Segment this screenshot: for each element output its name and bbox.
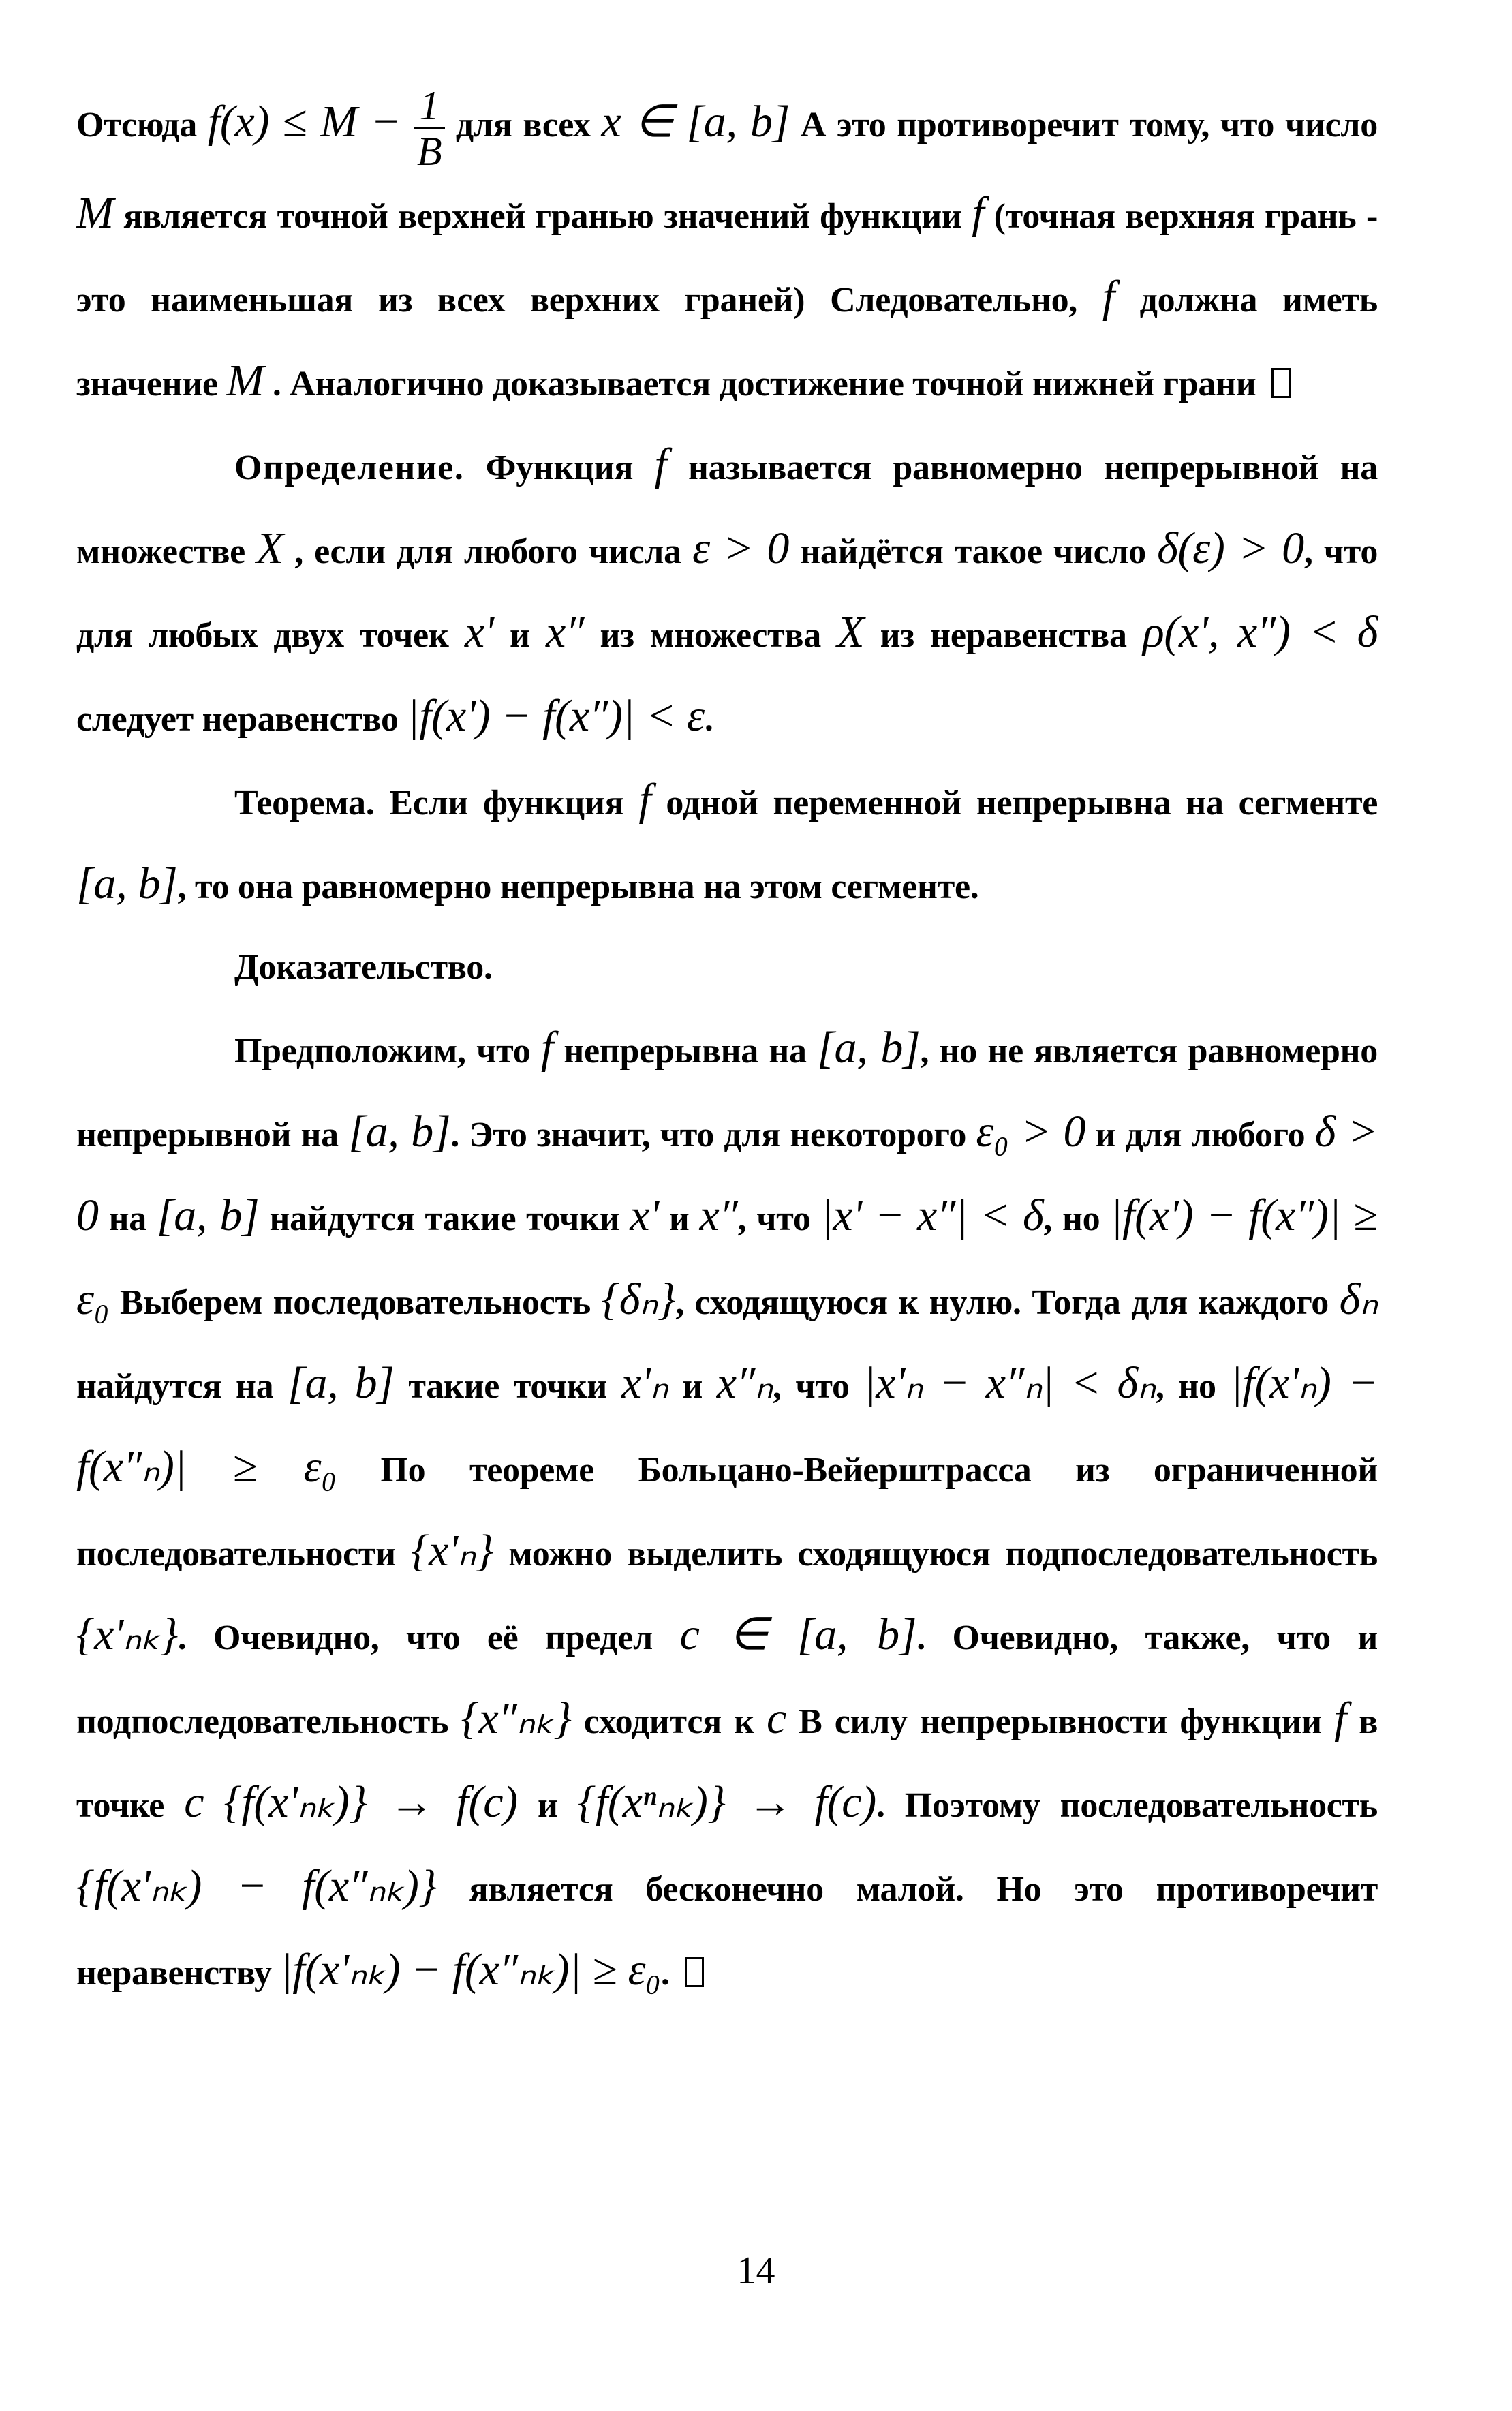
formula-abs-diff: |f(x') − f(x″)| < ε — [407, 690, 705, 741]
paragraph-proof — [76, 1008, 1378, 2014]
text: Предположим, что — [234, 1031, 541, 1071]
formula-c-in-ab: c ∈ [a, b] — [679, 1609, 917, 1659]
qed-box-icon — [685, 1957, 704, 1987]
text: Отсюда — [76, 106, 208, 144]
symbol-x-prime: x' — [630, 1190, 660, 1240]
formula-subseq-x-prime: {x'ₙₖ} — [76, 1609, 178, 1659]
formula-delta-eps: δ(ε) > 0 — [1157, 523, 1304, 573]
text: . Это значит, что для некоторого — [450, 1115, 976, 1154]
text: на — [98, 1199, 157, 1238]
text: найдутся такие точки — [259, 1199, 630, 1238]
symbol-m: M — [226, 355, 264, 405]
formula-delta-gt-0: δ > 0 — [76, 1106, 1378, 1240]
formula-segment: [a, b] — [76, 858, 178, 908]
theorem-text: Теорема. Если функция — [234, 783, 639, 823]
text: и для любого — [1085, 1115, 1315, 1154]
text: является бесконечно малой. Но это противоречит неравенству — [76, 1869, 1378, 1993]
formula-limit-prime: {f(x'ₙₖ)} → f(c) — [223, 1777, 518, 1827]
formula-final-ineq: |f(x'ₙₖ) − f(x″ₙₖ)| ≥ ε₀ — [280, 1944, 661, 1995]
page-number: 14 — [737, 2249, 775, 2292]
fraction-one-over-b: $\frac{1}{B}$ — [414, 84, 445, 173]
formula-abs-x: |x' − x″| < δ — [820, 1190, 1044, 1240]
symbol-f: f — [1102, 271, 1115, 322]
text: , но — [1043, 1199, 1111, 1238]
formula-f-le: f(x) ≤ M − — [207, 97, 414, 147]
text: и — [659, 1199, 700, 1238]
page-body — [76, 82, 1378, 2014]
text: (точная верхняя грань - это наименьшая из всех верхних граней) Следовательно, — [76, 196, 1378, 320]
text: из множества — [584, 615, 837, 655]
symbol-x-set: X — [256, 523, 284, 573]
text: такие точки — [394, 1366, 621, 1406]
paragraph-proof-conclusion — [76, 82, 1378, 425]
formula-abs-fn: |f(x'ₙ) − f(x″ₙ)| ≥ ε₀ — [76, 1357, 1378, 1492]
text: называется равномерно непрерывной на множестве — [76, 448, 1378, 571]
symbol-f: f — [638, 774, 651, 825]
text: , то она равномерно непрерывна на этом сегменте. — [177, 867, 979, 906]
text: В силу непрерывности функции — [786, 1702, 1334, 1741]
text: , сходящуюся к нулю. Тогда для каждого — [675, 1283, 1340, 1322]
symbol-x-set: X — [837, 606, 865, 657]
text: и — [517, 1785, 578, 1825]
formula-x-in-ab: x ∈ [a, b] — [601, 97, 790, 147]
text: Функция — [464, 448, 655, 487]
formula-rho: ρ(x', x″) < δ — [1142, 606, 1378, 657]
qed-box-icon — [1271, 368, 1291, 398]
text: . Очевидно, что её предел — [177, 1618, 680, 1657]
symbol-xn-dprime: x″ₙ — [716, 1357, 773, 1408]
text: непрерывна на — [553, 1031, 818, 1071]
text — [204, 1786, 223, 1825]
formula-seq-delta: {δₙ} — [601, 1274, 676, 1324]
text: найдутся на — [76, 1366, 288, 1406]
text: , но — [1155, 1366, 1231, 1406]
text: , что — [772, 1366, 864, 1406]
text: является точной верхней гранью значений функции — [113, 196, 972, 236]
formula-subseq-x-dprime: {x″ₙₖ} — [461, 1693, 572, 1743]
text: в точке — [76, 1702, 1378, 1825]
proof-heading: Доказательство. — [234, 947, 493, 987]
text: А это противоречит тому, что число — [790, 106, 1378, 144]
text: сходится к — [571, 1702, 767, 1741]
text: для всех — [445, 106, 602, 144]
symbol-x-prime: x' — [464, 606, 494, 657]
formula-segment: [a, b] — [156, 1190, 260, 1240]
text: и — [668, 1366, 717, 1406]
text: . Очевидно, также, что и подпоследовательность — [76, 1618, 1378, 1741]
formula-abs-xn: |x'ₙ − x″ₙ| < δₙ — [863, 1357, 1156, 1408]
text: найдётся такое число — [789, 532, 1158, 571]
formula-delta-n: δₙ — [1339, 1274, 1378, 1324]
symbol-x-dprime: x″ — [545, 606, 585, 657]
formula-seq-xn: {x'ₙ} — [411, 1525, 494, 1576]
symbol-m: M — [76, 187, 114, 238]
text: , но не является равномерно непрерывной на — [76, 1031, 1378, 1154]
text: , что для любых двух точек — [76, 532, 1378, 655]
symbol-c: c — [184, 1777, 204, 1827]
text: следует неравенство — [76, 699, 407, 739]
symbol-c: c — [766, 1693, 786, 1743]
formula-segment: [a, b] — [348, 1106, 451, 1156]
text: Выберем последовательность — [109, 1283, 602, 1322]
text: должна иметь значение — [76, 280, 1378, 403]
paragraph-definition — [76, 425, 1378, 760]
symbol-f: f — [972, 187, 985, 238]
text: , что — [737, 1199, 821, 1238]
text: По теореме Больцано-Вейерштрасса из ограниченной последовательности — [76, 1450, 1378, 1573]
text: . Поэтому последовательность — [876, 1785, 1378, 1825]
text: из неравенства — [864, 615, 1143, 655]
formula-eps-gt-0: ε > 0 — [692, 523, 790, 573]
symbol-f: f — [1333, 1693, 1347, 1743]
paragraph-theorem — [76, 760, 1378, 927]
symbol-x-dprime: x″ — [699, 1190, 738, 1240]
formula-seq-diff: {f(x'ₙₖ) − f(x″ₙₖ)} — [76, 1860, 437, 1911]
text: и — [493, 615, 546, 655]
text: одной переменной непрерывна на сегменте — [651, 783, 1378, 823]
definition-heading: Определение. — [234, 448, 465, 487]
text: . — [660, 1953, 679, 1993]
text: . — [704, 699, 713, 739]
formula-segment: [a, b] — [817, 1022, 921, 1073]
text: , если для любого числа — [283, 532, 693, 571]
formula-eps0: ε₀ > 0 — [976, 1106, 1086, 1156]
formula-abs-f: |f(x') − f(x″)| ≥ ε₀ — [76, 1190, 1378, 1324]
formula-segment: [a, b] — [288, 1357, 395, 1408]
symbol-f: f — [654, 439, 667, 489]
symbol-f: f — [540, 1022, 553, 1073]
text: можно выделить сходящуюся подпоследовательность — [493, 1534, 1378, 1573]
symbol-xn-prime: x'ₙ — [621, 1357, 668, 1408]
formula-limit-dprime: {f(xⁿₙₖ)} → f(c) — [577, 1777, 876, 1827]
paragraph-proof-heading — [76, 927, 1378, 1008]
text: . Аналогично доказывается достижение точной нижней грани — [264, 364, 1265, 403]
